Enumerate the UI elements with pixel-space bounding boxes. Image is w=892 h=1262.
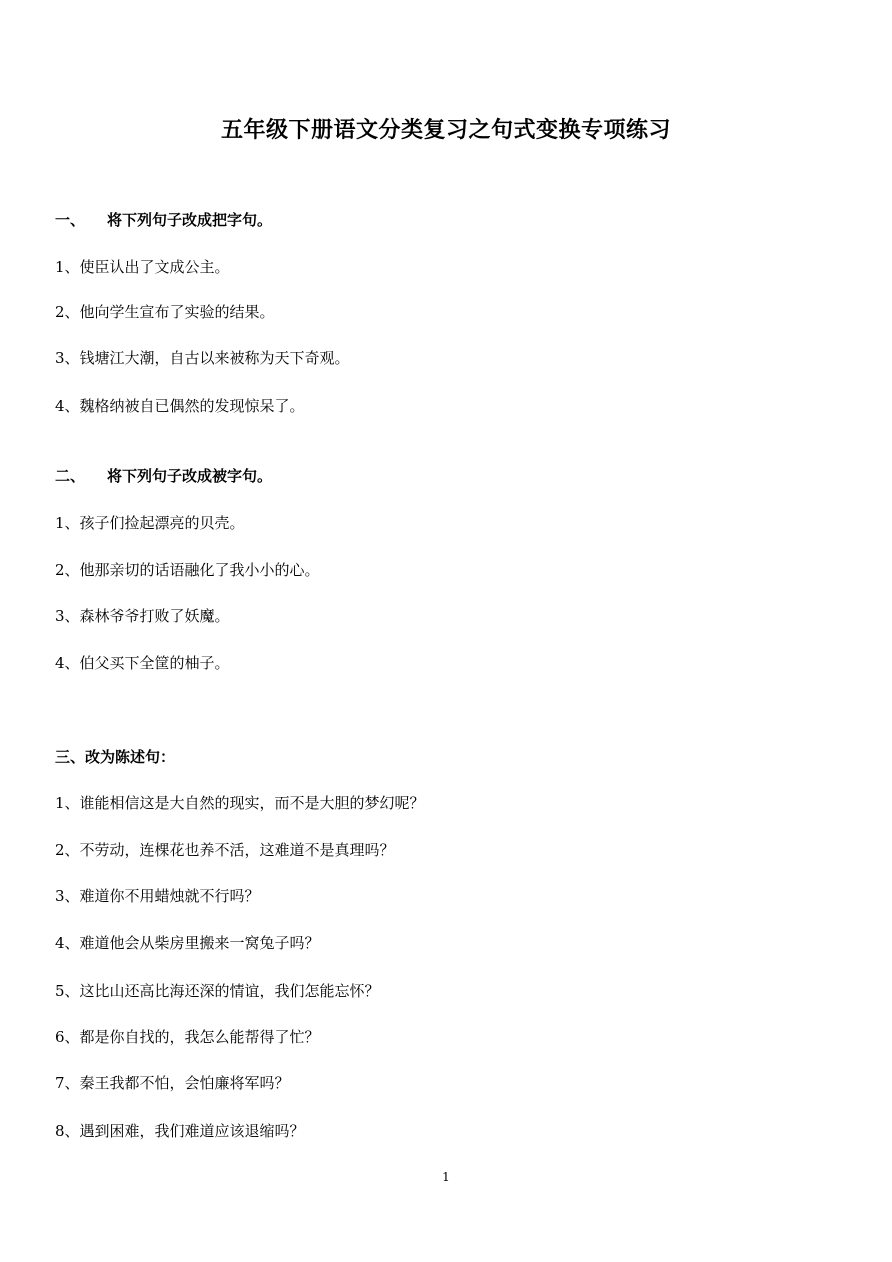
exercise-item: 1、谁能相信这是大自然的现实，而不是大胆的梦幻呢？ xyxy=(55,794,425,812)
exercise-item: 7、秦王我都不怕，会怕廉将军吗？ xyxy=(55,1074,290,1092)
exercise-item: 4、伯父买下全筐的柚子。 xyxy=(55,654,230,672)
section-heading-3: 三、改为陈述句： xyxy=(55,748,176,766)
section-heading-text-1: 将下列句子改成把字句。 xyxy=(107,211,273,229)
section-number-1: 一、 xyxy=(55,211,86,229)
exercise-item: 4、魏格纳被自已偶然的发现惊呆了。 xyxy=(55,397,305,415)
document-title: 五年级下册语文分类复习之句式变换专项练习 xyxy=(220,118,671,143)
exercise-item: 3、森林爷爷打败了妖魔。 xyxy=(55,607,230,625)
exercise-item: 3、难道你不用蜡烛就不行吗？ xyxy=(55,887,260,905)
exercise-item: 5、这比山还高比海还深的情谊，我们怎能忘怀？ xyxy=(55,982,380,1000)
section-heading-text-2: 将下列句子改成被字句。 xyxy=(107,467,273,485)
section-heading-1 xyxy=(55,209,272,231)
exercise-item: 4、难道他会从柴房里搬来一窝兔子吗？ xyxy=(55,934,320,952)
exercise-item: 3、钱塘江大潮，自古以来被称为天下奇观。 xyxy=(55,349,350,367)
exercise-item: 2、他那亲切的话语融化了我小小的心。 xyxy=(55,561,320,579)
exercise-item: 2、他向学生宣布了实验的结果。 xyxy=(55,303,275,321)
exercise-item: 8、遇到困难，我们难道应该退缩吗？ xyxy=(55,1122,305,1140)
exercise-item: 1、孩子们捡起漂亮的贝壳。 xyxy=(55,514,245,532)
exercise-item: 2、不劳动，连棵花也养不活，这难道不是真理吗？ xyxy=(55,841,395,859)
page-number: 1 xyxy=(442,1170,450,1184)
section-heading-2 xyxy=(55,465,272,487)
section-number-2: 二、 xyxy=(55,467,86,485)
exercise-item: 6、都是你自找的，我怎么能帮得了忙？ xyxy=(55,1028,320,1046)
exercise-item: 1、使臣认出了文成公主。 xyxy=(55,258,230,276)
